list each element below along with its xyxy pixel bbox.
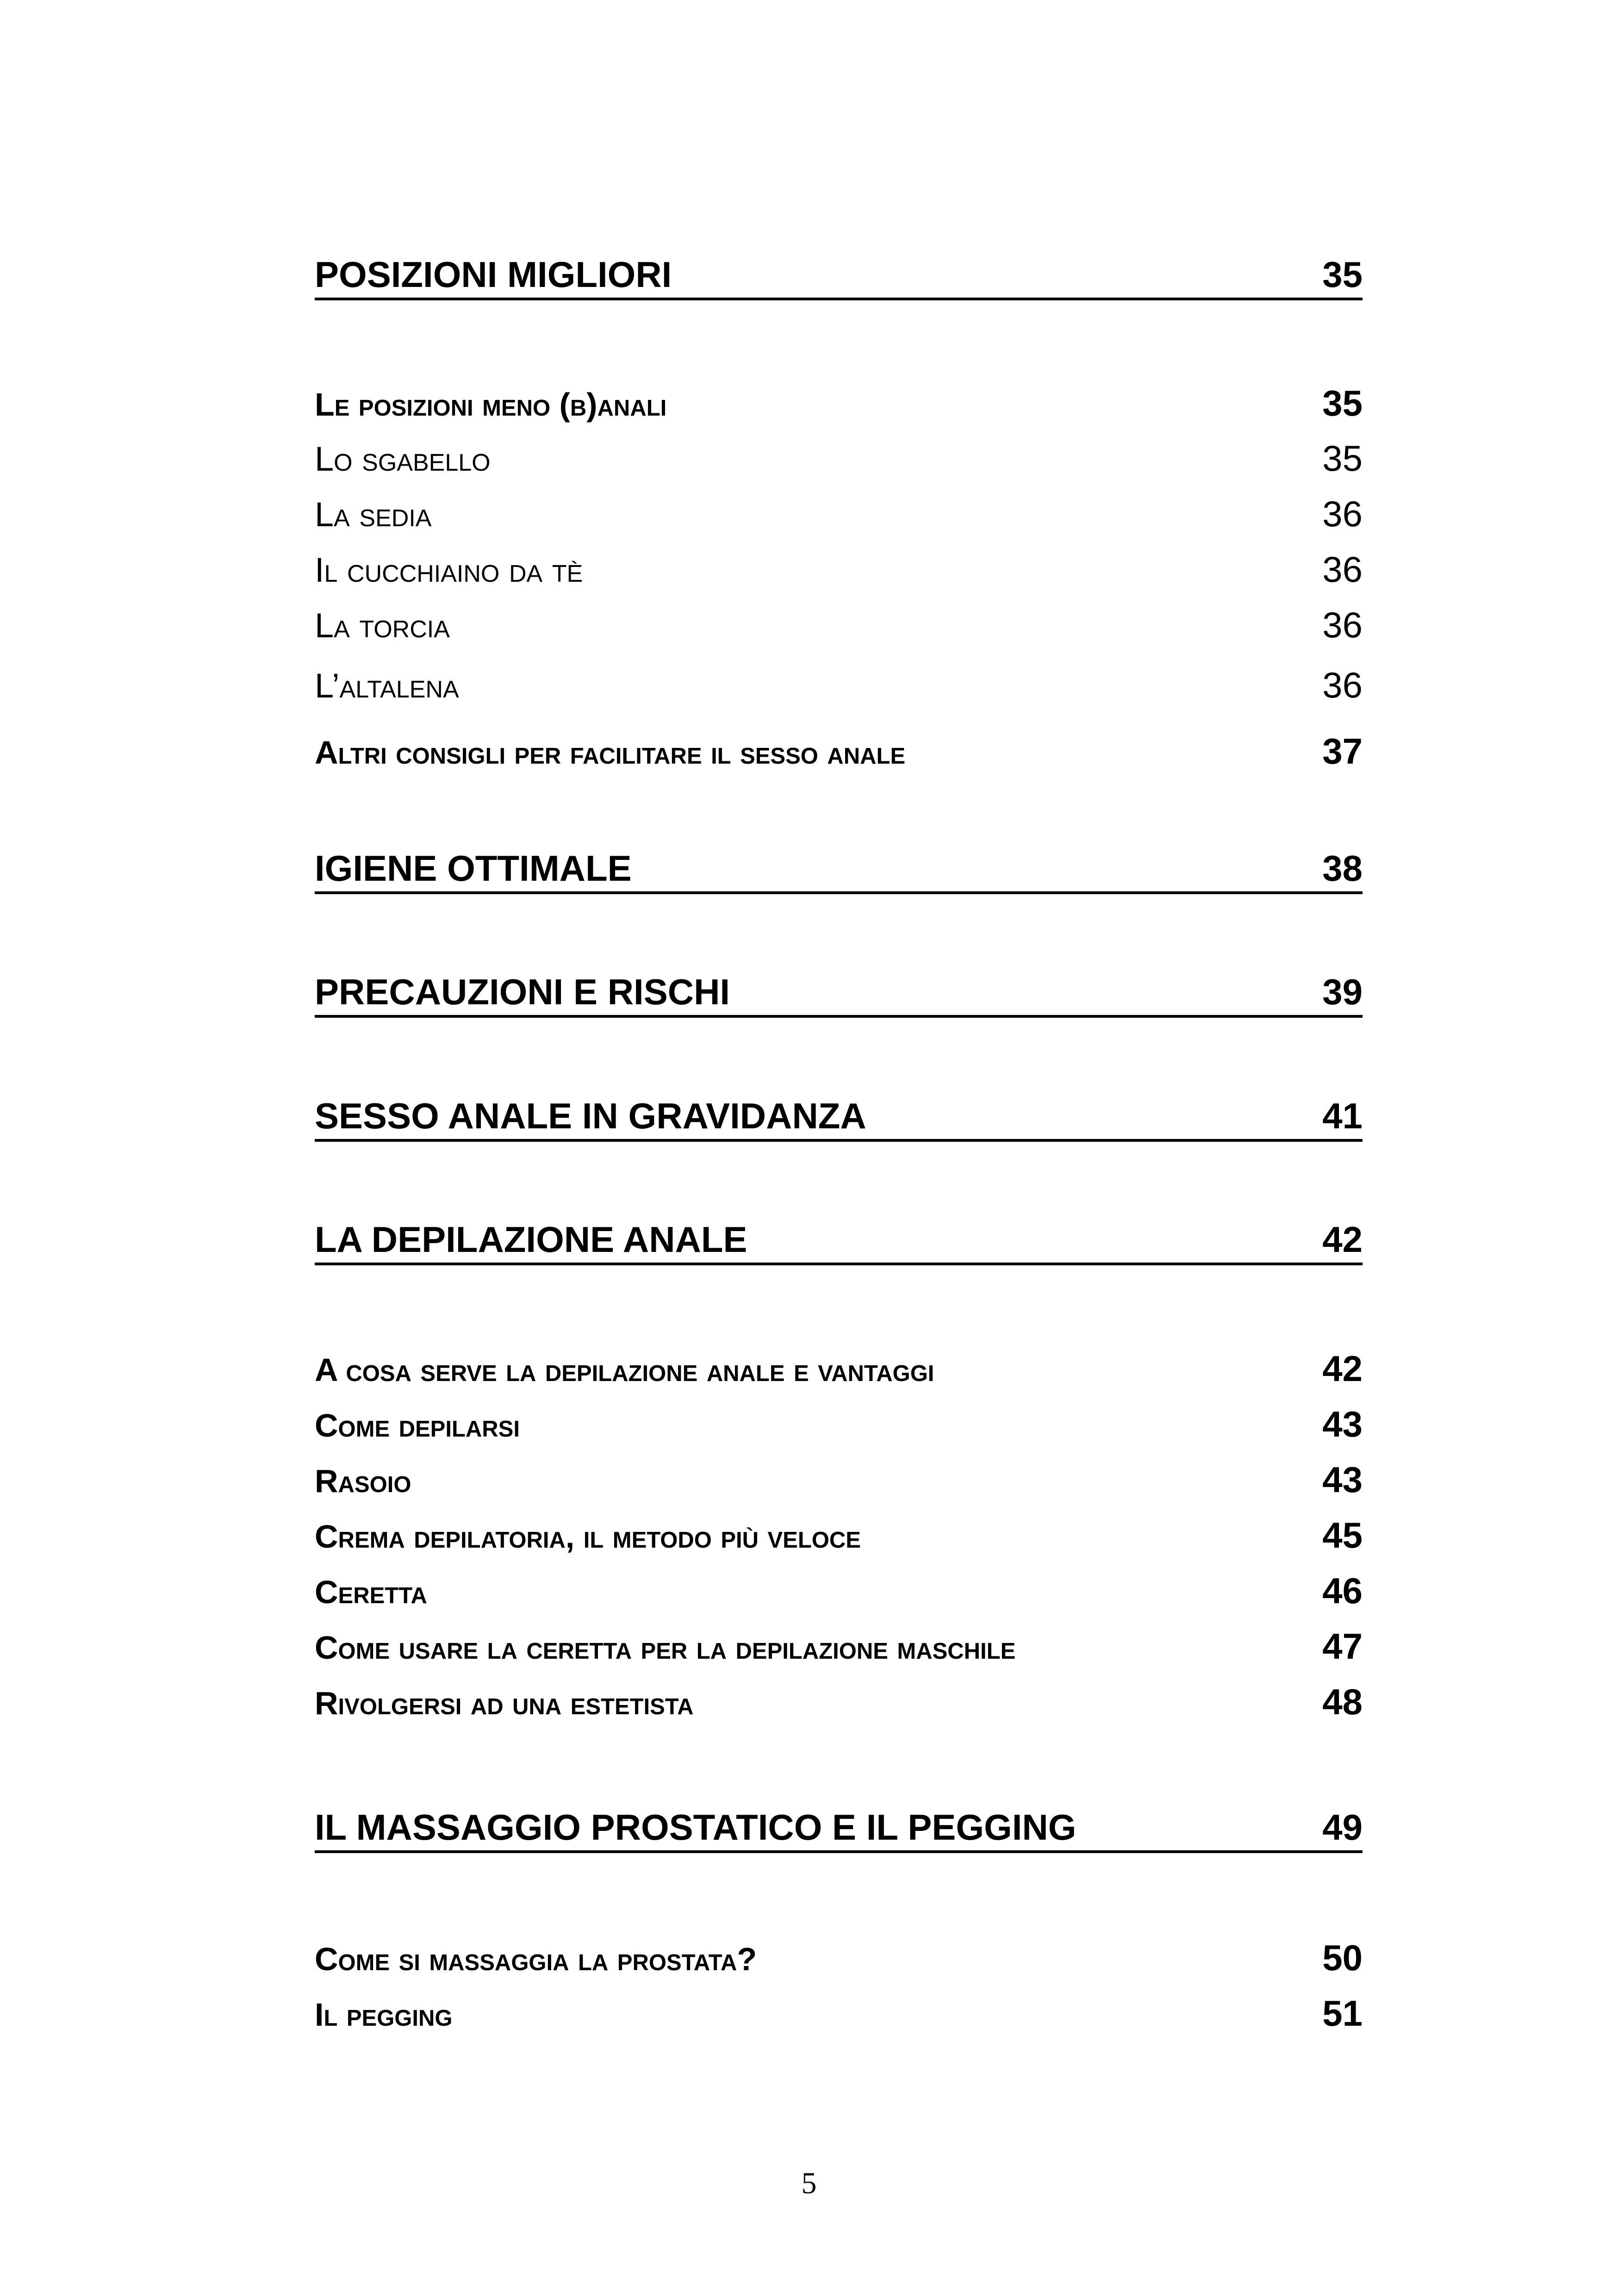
toc-entry-page: 37 — [1322, 731, 1363, 772]
toc-entry-page: 42 — [1322, 1219, 1363, 1260]
toc-chapter — [315, 252, 1363, 300]
toc-entry-title: PRECAUZIONI E RISCHI — [315, 971, 730, 1012]
toc-entry-page: 51 — [1322, 1993, 1363, 2034]
toc-chapter — [315, 1217, 1363, 1265]
toc-entry-page: 50 — [1322, 1937, 1363, 1978]
toc-chapter — [315, 970, 1363, 1018]
toc-chapter — [315, 1805, 1363, 1853]
toc-section — [315, 730, 1363, 773]
toc-entry-title: SESSO ANALE IN GRAVIDANZA — [315, 1095, 866, 1136]
toc-entry-page: 42 — [1322, 1348, 1363, 1389]
toc-entry-title: La torcia — [315, 606, 450, 645]
toc-entry-title: IGIENE OTTIMALE — [315, 848, 632, 889]
toc-section — [315, 1937, 1363, 1980]
table-of-contents — [315, 0, 1363, 2296]
toc-entry-title: Il pegging — [315, 1997, 453, 2033]
toc-entry-page: 49 — [1322, 1807, 1363, 1848]
toc-entry-title: Il cucchiaino da tè — [315, 551, 583, 589]
toc-entry-title: A cosa serve la depilazione anale e vantaggi — [315, 1352, 934, 1388]
toc-entry-page: 35 — [1322, 254, 1363, 295]
toc-section — [315, 1681, 1363, 1724]
toc-section — [315, 1625, 1363, 1668]
toc-section — [315, 1459, 1363, 1502]
toc-section — [315, 1570, 1363, 1613]
toc-entry-page: 39 — [1322, 971, 1363, 1012]
toc-section — [315, 382, 1363, 425]
toc-entry-page: 36 — [1322, 604, 1363, 645]
toc-entry-title: L’altalena — [315, 666, 459, 705]
toc-entry-page: 36 — [1322, 549, 1363, 590]
toc-entry-title: Come si massaggia la prostata? — [315, 1941, 757, 1977]
toc-entry-title: Le posizioni meno (b)anali — [315, 386, 667, 423]
toc-entry-page: 45 — [1322, 1515, 1363, 1556]
toc-entry-title: Altri consigli per facilitare il sesso anale — [315, 734, 906, 771]
toc-section — [315, 1992, 1363, 2035]
toc-subsection — [315, 437, 1363, 480]
toc-entry-title: Rasoio — [315, 1463, 411, 1499]
toc-entry-title: Lo sgabello — [315, 440, 491, 478]
toc-entry-title: Come depilarsi — [315, 1407, 520, 1444]
toc-entry-page: 36 — [1322, 665, 1363, 705]
toc-entry-title: Crema depilatoria, il metodo più veloce — [315, 1518, 861, 1555]
toc-section — [315, 1348, 1363, 1391]
toc-chapter — [315, 1094, 1363, 1142]
toc-subsection — [315, 664, 1363, 707]
toc-entry-title: La sedia — [315, 495, 432, 534]
toc-entry-page: 35 — [1322, 438, 1363, 479]
toc-entry-title: POSIZIONI MIGLIORI — [315, 254, 672, 295]
toc-entry-page: 36 — [1322, 493, 1363, 534]
toc-chapter — [315, 846, 1363, 894]
toc-entry-page: 41 — [1322, 1095, 1363, 1136]
toc-entry-page: 47 — [1322, 1626, 1363, 1667]
toc-section — [315, 1514, 1363, 1557]
toc-entry-title: Rivolgersi ad una estetista — [315, 1685, 694, 1721]
toc-entry-page: 46 — [1322, 1570, 1363, 1611]
toc-subsection — [315, 493, 1363, 535]
toc-entry-title: LA DEPILAZIONE ANALE — [315, 1219, 747, 1260]
toc-subsection — [315, 548, 1363, 591]
toc-entry-title: IL MASSAGGIO PROSTATICO E IL PEGGING — [315, 1807, 1077, 1848]
toc-entry-page: 38 — [1322, 848, 1363, 889]
toc-entry-page: 43 — [1322, 1404, 1363, 1444]
toc-section — [315, 1403, 1363, 1446]
toc-entry-title: Come usare la ceretta per la depilazione maschile — [315, 1630, 1016, 1666]
toc-entry-page: 35 — [1322, 383, 1363, 423]
toc-entry-title: Ceretta — [315, 1574, 427, 1610]
page-number: 5 — [801, 2166, 817, 2200]
toc-subsection — [315, 604, 1363, 647]
toc-entry-page: 48 — [1322, 1681, 1363, 1722]
toc-entry-page: 43 — [1322, 1459, 1363, 1500]
